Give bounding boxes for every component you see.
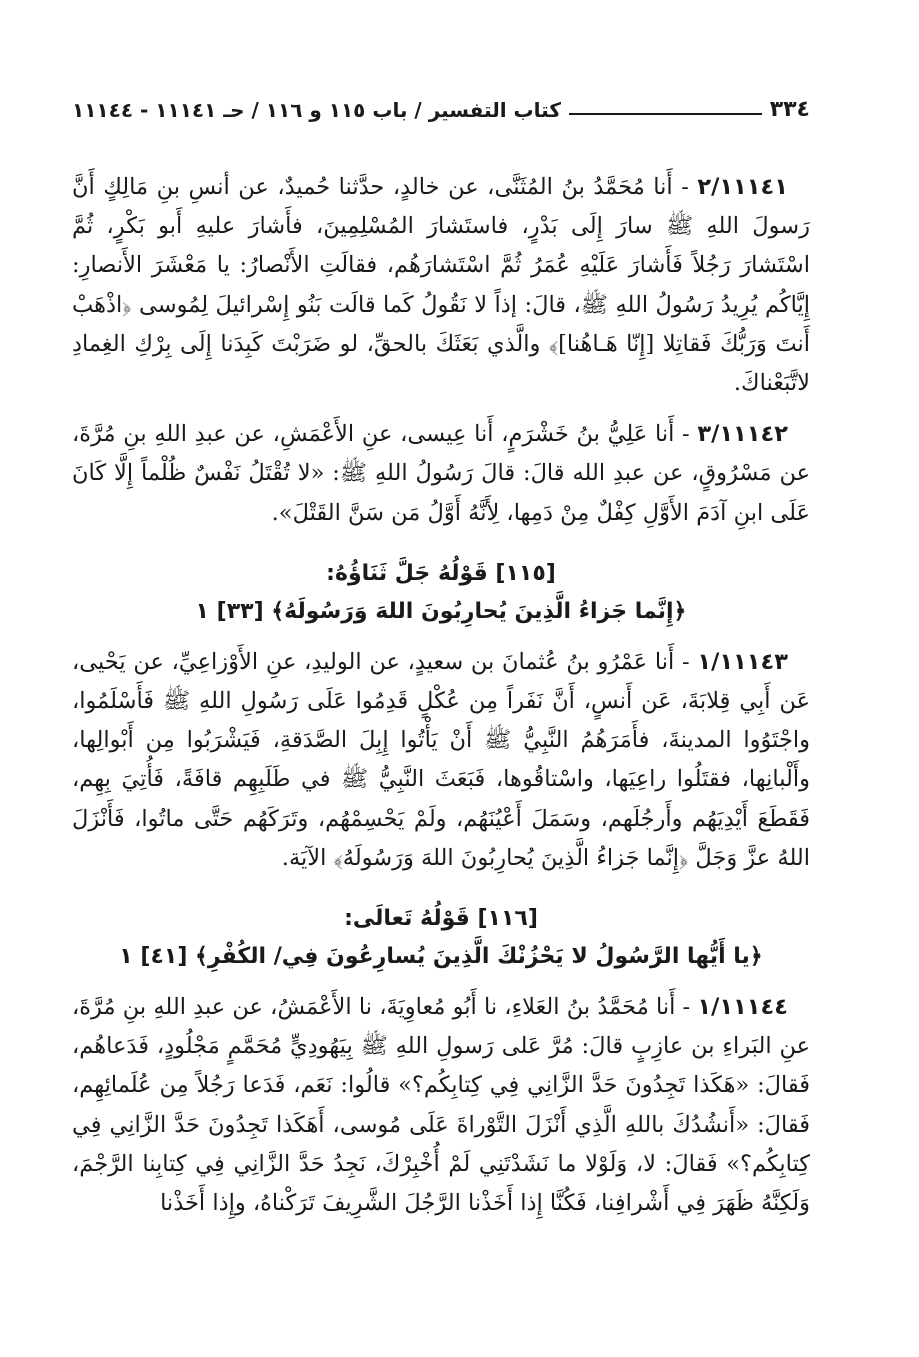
hadith-number: ١/١١١٤٤ <box>697 994 788 1021</box>
quran-verse: ﴿يا أَيُّها الرَّسُولُ لا يَحْزُنْكَ الَّذِينَ يُسارِعُونَ فِي/ الكُفْرِ﴾ [٤١] ١ <box>119 944 763 970</box>
hadith-text: - أَنا عَمْرُو بنُ عُثمانَ بن سعيدٍ، عن الوليدِ، عنِ الأَوْزاعِيِّ، عن يَحْيى، عَن أَبِي قِلابَةَ، عَن أَنسٍ، أَنَّ نَفَراً مِن عُكْلٍ قَدِمُوا عَلَى رَسُولِ اللهِ ﷺ فَأَسْلَمُوا، واجْتَوُوا المدينةَ، فأَمَرَهُمُ النَّبِيُّ ﷺ أَنْ يَأْتُوا إِبِلَ الصَّدَقةِ، فَيَشْرَبُوا مِن أَبْوالِها، وأَلْبانِها، فقتَلُوا راعِيَها، واسْتاقُوها، فَبَعَثَ النَّبِيُّ ﷺ في طَلَبِهِم قافَةً، فَأُتِيَ بِهِم، فَقَطَعَ أَيْدِيَهُم وأَرجُلَهم، وسَمَلَ أَعْيُنَهُم، ولَمْ يَحْسِمْهُم، وتَرَكَهُم حَتَّى ماتُوا، فَأَنْزَلَ اللهُ عزَّ وَجَلَّ ﴿إِنَّما جَزاءُ الَّذِينَ يُحارِبُونَ اللهَ وَرَسُولَهُ﴾ الآيَة. <box>72 648 810 871</box>
quran-verse: ﴿إِنَّما جَزاءُ الَّذِينَ يُحارِبُونَ اللهَ وَرَسُولَهُ﴾ [٣٣] ١ <box>195 598 687 624</box>
hadith-11143 <box>72 643 810 878</box>
section-116 <box>72 900 810 976</box>
running-header <box>72 92 810 122</box>
hadith-text: - أَنا مُحَمَّدُ بنُ العَلاءِ، نا أَبُو مُعاوِيَةَ، نا الأَعْمَشُ، عن عبدِ اللهِ بنِ مُرَّةَ، عنِ البَراءِ بن عازِبٍ قالَ: مُرَّ عَلى رَسولِ اللهِ ﷺ بِيَهُودِيٍّ مُحَمَّمٍ مَجْلُودٍ، فَدَعاهُم، فَقالَ: «هَكَذا تَجِدُونَ حَدَّ الزَّانِي فِي كِتابِكُم؟» قالُوا: نَعَم، فَدَعا رَجُلاً مِن عُلَمائِهِم، فَقالَ: «أَنشُدُكَ باللهِ الَّذِي أَنْزَلَ التَّوْراةَ عَلَى مُوسى، أَهَكَذا تَجِدُونَ حَدَّ الزَّانِي فِي كِتابِكُم؟» فَقالَ: لا، وَلَوْلا ما نَشَدْتَنِي لَمْ أُخْبِرْكَ، نَجِدُ حَدَّ الزَّانِي فِي كِتابِنا الرَّجْمَ، وَلَكِنَّهُ ظَهَرَ فِي أَشْرافِنا، فَكُنَّا إِذا أَخَذْنا الرَّجُلَ الشَّرِيفَ تَرَكْناهُ، وإِذا أَخَذْنا <box>72 994 810 1217</box>
section-title: [١١٥] قَوْلُهُ جَلَّ ثَنَاؤُهُ: <box>326 560 556 586</box>
hadith-number: ٢/١١١٤١ <box>697 174 788 200</box>
section-title: [١١٦] قَوْلُهُ تَعالَى: <box>344 906 538 932</box>
section-115 <box>72 555 810 631</box>
hadith-text: - أَنا عَلِيُّ بنُ خَشْرَمٍ، أَنا عِيسى، عنِ الأَعْمَشِ، عن عبدِ اللهِ بنِ مُرَّةَ، عن مَسْرُوقٍ، عن عبدِ الله قالَ: قالَ رَسُولُ اللهِ ﷺ: «لا تُقْتَلُ نَفْسٌ ظُلْماً إِلَّا كَانَ عَلَى ابنِ آدَمَ الأَوَّلِ كِفْلٌ مِنْ دَمِها، لِأَنَّهُ أَوَّلُ مَن سَنَّ القَتْلَ». <box>72 421 810 526</box>
hadith-number: ٣/١١١٤٢ <box>697 421 788 448</box>
hadith-11142 <box>72 415 810 533</box>
hadith-text: - أَنا مُحَمَّدُ بنُ المُثَنَّى، عن خالدٍ، حدَّثنا حُميدٌ، عن أنسِ بنِ مَالِكٍ أَنَّ رَسولَ اللهِ ﷺ سارَ إِلَى بَدْرٍ، فاستَشارَ المُسْلِمِينَ، فأَشارَ عليهِ أَبو بَكْرٍ، ثُمَّ اسْتَشارَ رَجُلاً فَأَشارَ عَلَيْهِ عُمَرُ ثُمَّ اسْتَشارَهُم، فقالَتِ الأَنْصارُ: يا مَعْشَرَ الأَنصارِ: إِيَّاكُم يُرِيدُ رَسُولُ اللهِ ﷺ، قالَ: إذاً لا نَقُولُ كَما قالَت بَنُو إِسْرائيلَ لِمُوسى ﴿اذْهَبْ أَنتَ وَرَبُّكَ فَقاتِلا [إِنّا هَـاهُنا]﴾ والَّذي بَعَثَكَ بالحقِّ، لو ضَرَبْتَ كَبِدَنا إِلَى بِرْكِ الغِمادِ لاتَّبَعْناكَ. <box>72 174 810 397</box>
hadith-number: ١/١١١٤٣ <box>697 648 788 675</box>
page-number: ٣٣٤ <box>769 97 810 122</box>
book-page <box>72 92 810 1223</box>
header-rule <box>569 113 762 115</box>
hadith-11144 <box>72 988 810 1223</box>
header-title: كتاب التفسير / باب ١١٥ و ١١٦ / حـ ١١١٤١ - ١١١٤٤ <box>72 98 561 122</box>
hadith-11141 <box>72 168 810 403</box>
